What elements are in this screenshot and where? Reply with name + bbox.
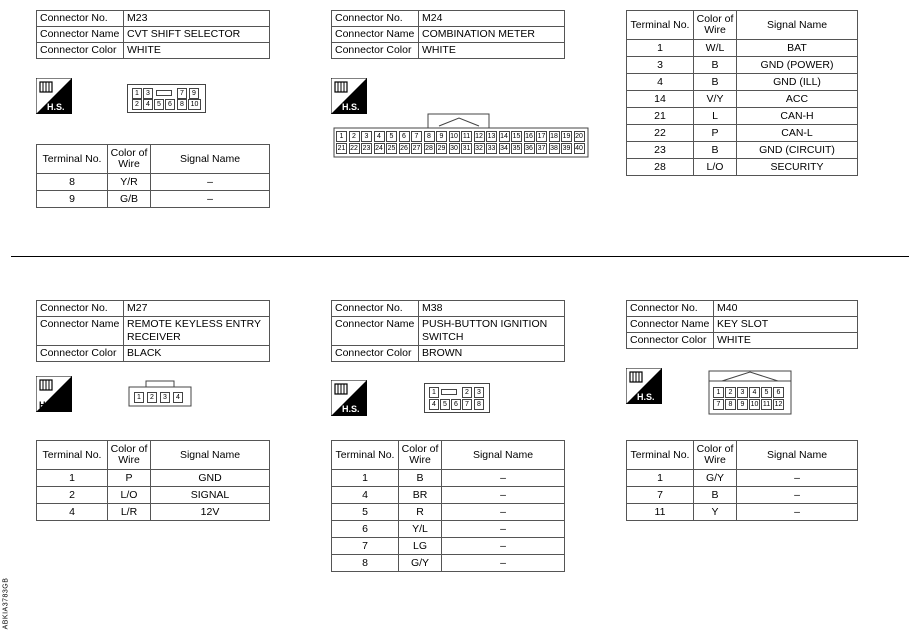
signal-name: – bbox=[737, 470, 858, 487]
connector-name-label: Connector Name bbox=[627, 317, 714, 333]
connector-color: BLACK bbox=[124, 346, 270, 362]
signal-name: – bbox=[442, 555, 565, 572]
connector-no-label: Connector No. bbox=[332, 301, 419, 317]
table-row bbox=[627, 108, 858, 125]
pin: 8 bbox=[424, 131, 435, 142]
terminal-no: 8 bbox=[332, 555, 399, 572]
table-row bbox=[332, 521, 565, 538]
wire-color: W/L bbox=[694, 40, 737, 57]
pin: 9 bbox=[737, 399, 748, 410]
signal-name: – bbox=[442, 538, 565, 555]
terminal-no: 14 bbox=[627, 91, 694, 108]
pin: 4 bbox=[429, 399, 439, 410]
wire-color: P bbox=[694, 125, 737, 142]
pin: 27 bbox=[412, 145, 421, 152]
pin: 2 bbox=[462, 387, 472, 398]
hs-label: H.S. bbox=[342, 404, 360, 414]
col-color-of-wire: Color of Wire bbox=[694, 11, 737, 40]
wire-color: B bbox=[694, 487, 737, 504]
signal-name: ACC bbox=[737, 91, 858, 108]
signal-name: – bbox=[442, 504, 565, 521]
connector-name-label: Connector Name bbox=[332, 317, 419, 346]
signal-name: GND (ILL) bbox=[737, 74, 858, 91]
signal-name: BAT bbox=[737, 40, 858, 57]
pin: 4 bbox=[749, 387, 760, 398]
col-color-of-wire: Color of Wire bbox=[108, 441, 151, 470]
table-row bbox=[627, 470, 858, 487]
table-row bbox=[332, 470, 565, 487]
table-row bbox=[627, 125, 858, 142]
pin: 16 bbox=[525, 133, 533, 140]
signal-name: SECURITY bbox=[737, 159, 858, 176]
pin: 9 bbox=[436, 131, 447, 142]
wire-color: LG bbox=[399, 538, 442, 555]
terminal-no: 23 bbox=[627, 142, 694, 159]
pin: 5 bbox=[761, 387, 772, 398]
harness-side-icon bbox=[36, 376, 72, 417]
pin: 5 bbox=[154, 99, 164, 110]
table-row bbox=[37, 470, 270, 487]
signal-name: – bbox=[442, 521, 565, 538]
terminal-no: 1 bbox=[627, 40, 694, 57]
pin: 18 bbox=[550, 133, 558, 140]
connector-color: BROWN bbox=[419, 346, 565, 362]
connector-no: M27 bbox=[124, 301, 270, 317]
pin: 12 bbox=[475, 133, 483, 140]
pin: 21 bbox=[337, 145, 346, 152]
pin: 4 bbox=[374, 131, 385, 142]
terminal-no: 7 bbox=[332, 538, 399, 555]
pin: 3 bbox=[160, 392, 170, 403]
pin: 29 bbox=[437, 145, 446, 152]
table-row bbox=[627, 159, 858, 176]
wire-color: G/Y bbox=[399, 555, 442, 572]
pin: 33 bbox=[487, 145, 496, 152]
signal-name: – bbox=[737, 504, 858, 521]
connector-name: CVT SHIFT SELECTOR bbox=[124, 27, 270, 43]
pin: 40 bbox=[575, 145, 583, 152]
wire-color: P bbox=[108, 470, 151, 487]
col-color-of-wire: Color of Wire bbox=[399, 441, 442, 470]
signal-name: GND bbox=[151, 470, 270, 487]
pin: 19 bbox=[562, 133, 571, 140]
pin: 15 bbox=[512, 133, 521, 140]
terminal-table-m23 bbox=[36, 144, 270, 208]
wire-color: L/R bbox=[108, 504, 151, 521]
table-row bbox=[37, 191, 270, 208]
terminal-no: 4 bbox=[332, 487, 399, 504]
pin: 37 bbox=[537, 145, 546, 152]
wire-color: Y/L bbox=[399, 521, 442, 538]
pin: 24 bbox=[375, 145, 383, 152]
pin: 3 bbox=[474, 387, 484, 398]
pin: 7 bbox=[411, 131, 422, 142]
wire-color: B bbox=[694, 142, 737, 159]
wire-color: Y/R bbox=[108, 174, 151, 191]
pin: 30 bbox=[450, 145, 458, 152]
hs-label: H.S. bbox=[637, 392, 655, 402]
pin: 4 bbox=[143, 99, 153, 110]
pin: 1 bbox=[429, 387, 439, 398]
harness-side-icon bbox=[331, 380, 367, 421]
connector-info-table-m38 bbox=[331, 300, 565, 362]
connector-no: M24 bbox=[419, 11, 565, 27]
col-terminal-no: Terminal No. bbox=[37, 145, 108, 174]
pin: 13 bbox=[487, 133, 496, 140]
pin: 14 bbox=[500, 133, 508, 140]
wire-color: G/B bbox=[108, 191, 151, 208]
wire-color: G/Y bbox=[694, 470, 737, 487]
signal-name: – bbox=[737, 487, 858, 504]
pin: 10 bbox=[450, 133, 458, 140]
signal-name: – bbox=[442, 487, 565, 504]
col-signal-name: Signal Name bbox=[151, 145, 270, 174]
table-row bbox=[37, 487, 270, 504]
terminal-no: 1 bbox=[332, 470, 399, 487]
pin: 31 bbox=[462, 145, 471, 152]
connector-name: KEY SLOT bbox=[714, 317, 858, 333]
pin: 2 bbox=[725, 387, 736, 398]
signal-name: GND (CIRCUIT) bbox=[737, 142, 858, 159]
table-row bbox=[37, 504, 270, 521]
pin: 36 bbox=[525, 145, 533, 152]
signal-name: SIGNAL bbox=[151, 487, 270, 504]
pin: 6 bbox=[399, 131, 410, 142]
table-row bbox=[627, 504, 858, 521]
hs-label: H.S. bbox=[342, 102, 360, 112]
table-row bbox=[332, 504, 565, 521]
hs-label: H.S. bbox=[39, 400, 57, 410]
wire-color: B bbox=[694, 57, 737, 74]
wire-color: R bbox=[399, 504, 442, 521]
connector-no: M40 bbox=[714, 301, 858, 317]
signal-name: 12V bbox=[151, 504, 270, 521]
connector-no: M23 bbox=[124, 11, 270, 27]
pin: 2 bbox=[147, 392, 157, 403]
connector-color-label: Connector Color bbox=[37, 43, 124, 59]
terminal-no: 28 bbox=[627, 159, 694, 176]
wire-color: Y bbox=[694, 504, 737, 521]
connector-color-label: Connector Color bbox=[332, 43, 419, 59]
pin: 1 bbox=[132, 88, 142, 99]
col-terminal-no: Terminal No. bbox=[627, 441, 694, 470]
pin: 17 bbox=[537, 133, 546, 140]
col-signal-name: Signal Name bbox=[442, 441, 565, 470]
connector-color: WHITE bbox=[419, 43, 565, 59]
pin: 1 bbox=[336, 131, 347, 142]
connector-name: PUSH-BUTTON IGNITION SWITCH bbox=[419, 317, 565, 346]
pin: 6 bbox=[165, 99, 175, 110]
pin: 12 bbox=[774, 401, 783, 408]
connector-face-m27 bbox=[128, 379, 192, 407]
hs-label: H.S. bbox=[47, 102, 65, 112]
pin: 8 bbox=[725, 399, 736, 410]
pin: 5 bbox=[440, 399, 450, 410]
signal-name: CAN-L bbox=[737, 125, 858, 142]
signal-name: – bbox=[151, 174, 270, 191]
terminal-no: 9 bbox=[37, 191, 108, 208]
connector-no-label: Connector No. bbox=[37, 301, 124, 317]
terminal-no: 22 bbox=[627, 125, 694, 142]
terminal-no: 7 bbox=[627, 487, 694, 504]
pin: 2 bbox=[349, 131, 360, 142]
terminal-table-m38 bbox=[331, 440, 565, 572]
figure-code: ABKIA3783GB bbox=[2, 577, 10, 630]
wire-color: B bbox=[399, 470, 442, 487]
pin: 9 bbox=[189, 88, 199, 99]
wire-color: BR bbox=[399, 487, 442, 504]
pin: 4 bbox=[173, 392, 183, 403]
connector-color-label: Connector Color bbox=[37, 346, 124, 362]
connector-color: WHITE bbox=[714, 333, 858, 349]
pin: 11 bbox=[462, 133, 471, 140]
table-row bbox=[627, 487, 858, 504]
terminal-table-m27 bbox=[36, 440, 270, 521]
connector-face-m24 bbox=[331, 112, 591, 158]
col-terminal-no: Terminal No. bbox=[332, 441, 399, 470]
table-row bbox=[627, 57, 858, 74]
pin: 1 bbox=[134, 392, 144, 403]
signal-name: – bbox=[442, 470, 565, 487]
pin: 32 bbox=[475, 145, 483, 152]
pin: 7 bbox=[462, 399, 472, 410]
connector-face-m40 bbox=[708, 365, 792, 415]
terminal-no: 3 bbox=[627, 57, 694, 74]
connector-color: WHITE bbox=[124, 43, 270, 59]
terminal-table-m40 bbox=[626, 440, 858, 521]
terminal-no: 5 bbox=[332, 504, 399, 521]
connector-info-table-m40 bbox=[626, 300, 858, 349]
table-row bbox=[37, 174, 270, 191]
pin: 3 bbox=[143, 88, 153, 99]
wire-color: L/O bbox=[108, 487, 151, 504]
col-terminal-no: Terminal No. bbox=[627, 11, 694, 40]
terminal-no: 4 bbox=[37, 504, 108, 521]
latch bbox=[441, 389, 457, 395]
terminal-table-m24 bbox=[626, 10, 858, 176]
connector-info-table-m27 bbox=[36, 300, 270, 362]
section-divider bbox=[11, 256, 909, 257]
pin: 2 bbox=[132, 99, 142, 110]
col-signal-name: Signal Name bbox=[151, 441, 270, 470]
table-row bbox=[627, 91, 858, 108]
col-terminal-no: Terminal No. bbox=[37, 441, 108, 470]
connector-no: M38 bbox=[419, 301, 565, 317]
pin: 11 bbox=[762, 401, 771, 408]
pin: 25 bbox=[387, 145, 396, 152]
col-color-of-wire: Color of Wire bbox=[108, 145, 151, 174]
connector-info-table-m24 bbox=[331, 10, 565, 59]
pin: 23 bbox=[362, 145, 371, 152]
col-color-of-wire: Color of Wire bbox=[694, 441, 737, 470]
connector-no-label: Connector No. bbox=[332, 11, 419, 27]
connector-name-label: Connector Name bbox=[37, 27, 124, 43]
harness-side-icon bbox=[626, 368, 662, 409]
connector-name: COMBINATION METER bbox=[419, 27, 565, 43]
table-row bbox=[627, 74, 858, 91]
wire-color: L/O bbox=[694, 159, 737, 176]
pin: 5 bbox=[386, 131, 397, 142]
pin: 39 bbox=[562, 145, 571, 152]
pin: 1 bbox=[713, 387, 724, 398]
connector-color-label: Connector Color bbox=[332, 346, 419, 362]
pin: 10 bbox=[750, 401, 759, 408]
col-signal-name: Signal Name bbox=[737, 441, 858, 470]
pin: 8 bbox=[177, 99, 187, 110]
signal-name: – bbox=[151, 191, 270, 208]
pin: 10 bbox=[188, 99, 201, 110]
pin: 8 bbox=[474, 399, 484, 410]
table-row bbox=[627, 142, 858, 159]
pin: 35 bbox=[512, 145, 521, 152]
pin: 7 bbox=[713, 399, 724, 410]
signal-name: CAN-H bbox=[737, 108, 858, 125]
terminal-no: 4 bbox=[627, 74, 694, 91]
connector-color-label: Connector Color bbox=[627, 333, 714, 349]
connector-no-label: Connector No. bbox=[627, 301, 714, 317]
pin: 6 bbox=[451, 399, 461, 410]
terminal-no: 1 bbox=[627, 470, 694, 487]
pin: 26 bbox=[400, 145, 408, 152]
table-row bbox=[332, 487, 565, 504]
pin: 28 bbox=[425, 145, 433, 152]
pin: 3 bbox=[737, 387, 748, 398]
pin: 34 bbox=[500, 145, 508, 152]
harness-side-icon bbox=[36, 78, 72, 119]
pin: 38 bbox=[550, 145, 558, 152]
connector-info-table-m23 bbox=[36, 10, 270, 59]
terminal-no: 11 bbox=[627, 504, 694, 521]
signal-name: GND (POWER) bbox=[737, 57, 858, 74]
pin: 3 bbox=[361, 131, 372, 142]
connector-name-label: Connector Name bbox=[332, 27, 419, 43]
terminal-no: 8 bbox=[37, 174, 108, 191]
wire-color: B bbox=[694, 74, 737, 91]
pin: 6 bbox=[773, 387, 784, 398]
connector-name-label: Connector Name bbox=[37, 317, 124, 346]
table-row bbox=[627, 40, 858, 57]
terminal-no: 21 bbox=[627, 108, 694, 125]
terminal-no: 6 bbox=[332, 521, 399, 538]
pin: 7 bbox=[177, 88, 187, 99]
connector-no-label: Connector No. bbox=[37, 11, 124, 27]
terminal-no: 2 bbox=[37, 487, 108, 504]
wire-color: V/Y bbox=[694, 91, 737, 108]
pin: 20 bbox=[575, 133, 583, 140]
terminal-no: 1 bbox=[37, 470, 108, 487]
table-row bbox=[332, 538, 565, 555]
connector-face-m38 bbox=[424, 383, 490, 413]
connector-face-m23 bbox=[127, 84, 206, 113]
wire-color: L bbox=[694, 108, 737, 125]
connector-name: REMOTE KEYLESS ENTRY RECEIVER bbox=[124, 317, 270, 346]
pin: 22 bbox=[350, 145, 358, 152]
col-signal-name: Signal Name bbox=[737, 11, 858, 40]
latch bbox=[156, 90, 172, 96]
table-row bbox=[332, 555, 565, 572]
